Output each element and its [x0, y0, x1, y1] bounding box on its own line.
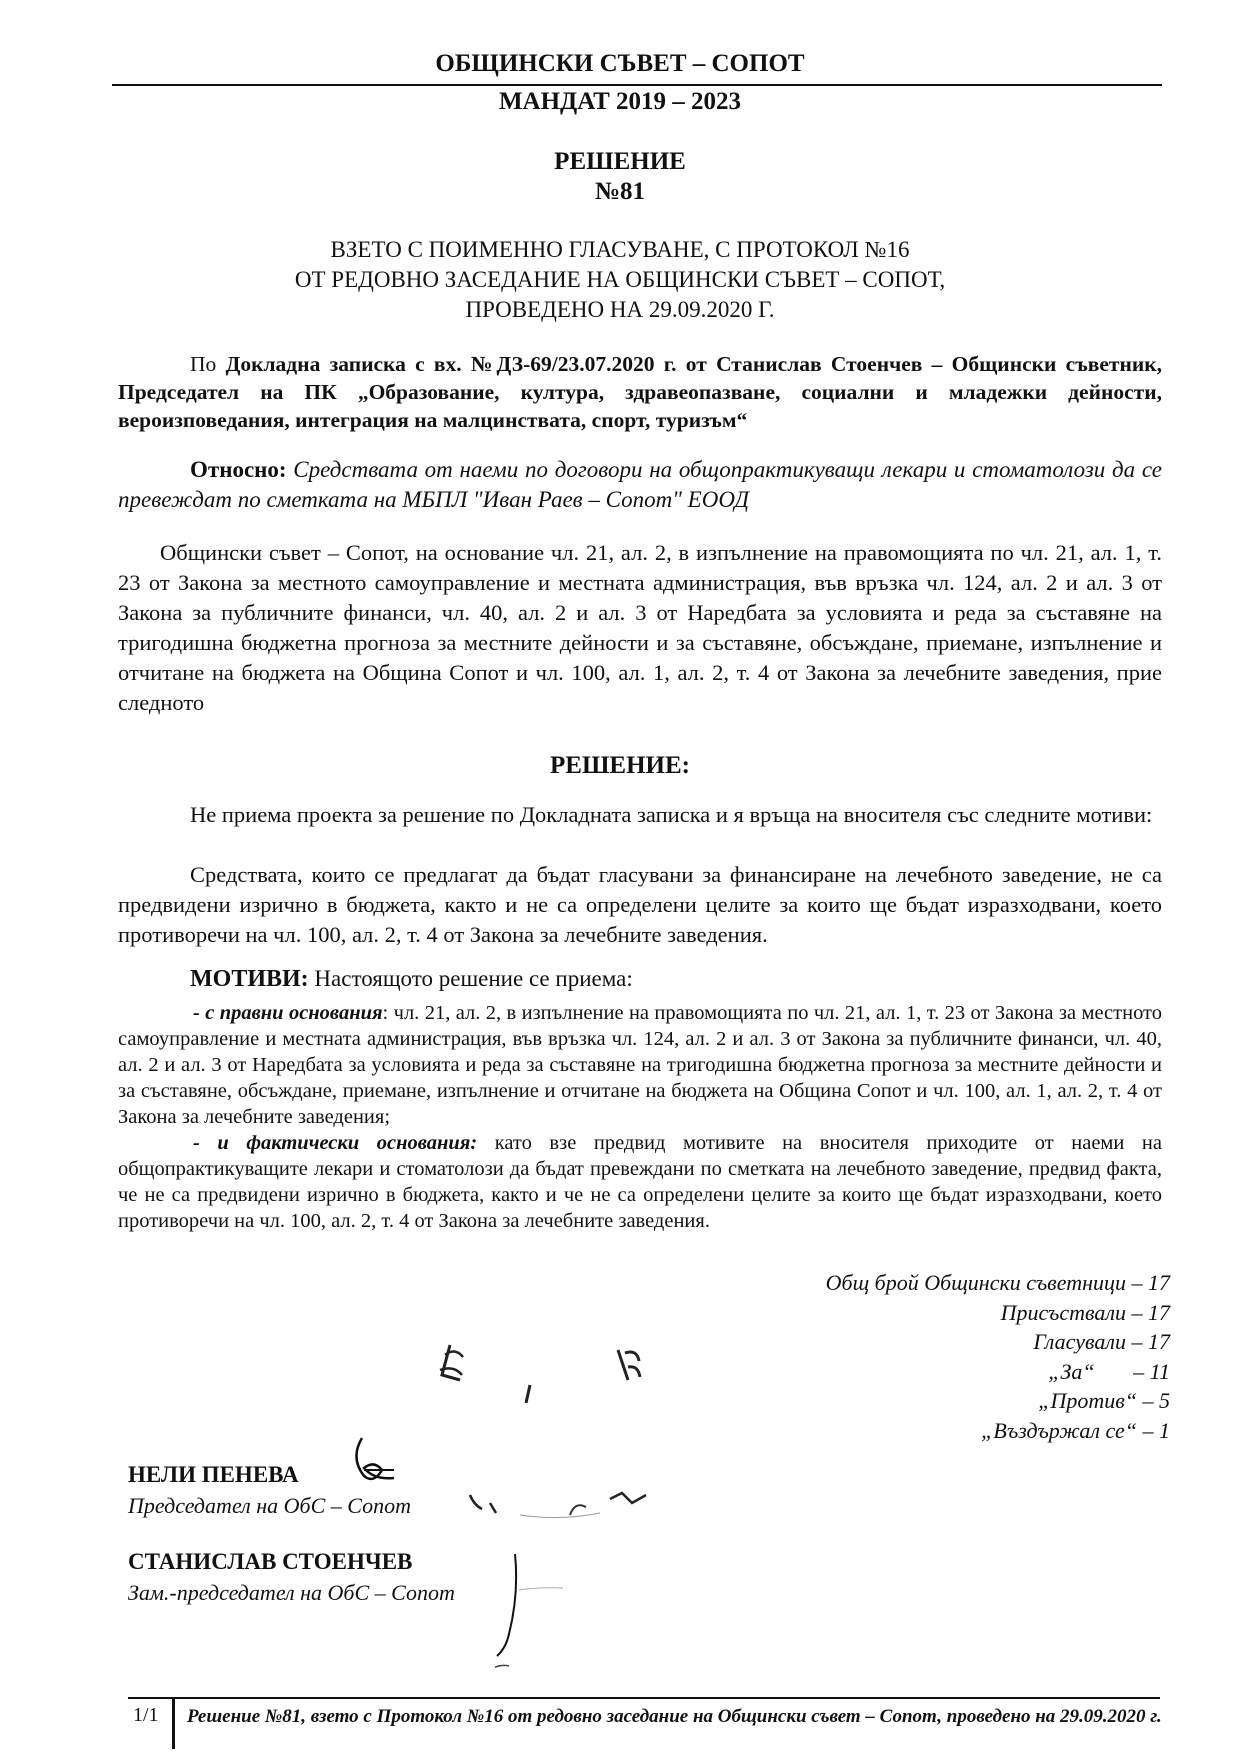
- basis-paragraph: Общински съвет – Сопот, на основание чл. 21, ал. 2, в изпълнение на правомощията по чл. 21, ал. 1, т. 23 от Закона за местното самоуправление и местната администрация, във връзка чл. 124, ал. 2 и ал. 3 от Закона за публичните финанси, чл. 40, ал. 2 и ал. 3 от Наредбата за условията и реда за съставяне на тригодишна бюджетна прогноза за местните дейности и за съставяне, обсъждане, приемане, изпълнение и отчитане на бюджета на Община Сопот и чл. 100, ал. 1, ал. 2, т. 4 от Закона за лечебните заведения, прие следното: [118, 540, 1162, 715]
- motives-factual-label: - и фактически основания:: [193, 1132, 478, 1154]
- adoption-line: ВЗЕТО С ПОИМЕННО ГЛАСУВАНЕ, С ПРОТОКОЛ №16: [330, 237, 910, 262]
- vote-results: [700, 1268, 1170, 1445]
- footer-page-number: 1/1: [133, 1704, 159, 1726]
- subject-label: Относно:: [190, 457, 287, 482]
- vote-line: Присъствали – 17: [1000, 1299, 1170, 1325]
- footer-text: Решение №81, взето с Протокол №16 от редовно заседание на Общински съвет – Сопот, проведено на 29.09.2020 г.: [187, 1706, 1162, 1727]
- signatory-name: НЕЛИ ПЕНЕВА: [128, 1462, 299, 1487]
- vote-line: Гласували – 17: [1033, 1329, 1170, 1354]
- adoption-line: ОТ РЕДОВНО ЗАСЕДАНИЕ НА ОБЩИНСКИ СЪВЕТ – СОПОТ,: [294, 267, 946, 292]
- motives-factual: [118, 1130, 1162, 1234]
- motives-factual-text: като взе предвид мотивите на вносителя приходите от наеми на общопрактикуващите лекари и стоматолози да бъдат превеждани по сметката на лечебното заведение, предвид факта, че не са предвидени изрично в бюджета, както и че не са определени целите за които ще бъдат изразходвани, което противоречи на чл. 100, ал. 2, т. 4 от Закона за лечебните заведения.: [118, 1132, 1162, 1232]
- vote-line: „За“ – 11: [1048, 1358, 1170, 1384]
- report-prefix: По: [190, 352, 226, 376]
- subject-text: Средствата от наеми по договори на общопрактикуващи лекари и стоматолози да се превеждат по сметката на МБПЛ "Иван Раев – Сопот" ЕООД: [118, 457, 1162, 512]
- resolution-paragraph-2: Средствата, които се предлагат да бъдат гласувани за финансиране на лечебното заведение, не са предвидени изрично в бюджета, както и не са определени целите за които ще бъдат изразходвани, което противоречи на чл. 100, ал. 2, т. 4 от Закона за лечебните заведения.: [118, 862, 1162, 947]
- stamp-marks: [420, 1325, 710, 1525]
- motives-legal-label: - с правни основания: [193, 1002, 383, 1024]
- vote-line: „Против“ – 5: [1038, 1388, 1170, 1413]
- signature-2: [495, 1550, 575, 1670]
- signature-1: [342, 1430, 422, 1500]
- signatory-role: Председател на ОбС – Сопот: [128, 1493, 412, 1518]
- motives-heading: [190, 966, 633, 993]
- mandate: МАНДАТ 2019 – 2023: [498, 88, 742, 115]
- signatory-role: Зам.-председател на ОбС – Сопот: [128, 1580, 455, 1605]
- report-text: Докладна записка с вх. №ДЗ-69/23.07.2020 г. от Станислав Стоенчев – Общински съветник, Председател на ПК „Образование, култура, здравеопазване, социални и младежки дейности, вероизповедания, интеграция на малцинствата, спорт, туризъм“: [118, 352, 1163, 432]
- motives-label: МОТИВИ:: [190, 966, 309, 992]
- decision-number: №81: [594, 178, 646, 205]
- footer-divider: [172, 1699, 175, 1749]
- report-paragraph: [118, 350, 1162, 434]
- adoption-line: ПРОВЕДЕНО НА 29.09.2020 Г.: [465, 297, 775, 322]
- header-rule: [112, 84, 1162, 86]
- vote-line: „Въздържал се“ – 1: [981, 1417, 1170, 1443]
- council-name: ОБЩИНСКИ СЪВЕТ – СОПОТ: [435, 50, 805, 77]
- resolution-title: РЕШЕНИЕ:: [550, 752, 690, 779]
- motives-intro: Настоящото решение се приема:: [314, 966, 633, 991]
- footer-rule: [128, 1697, 1160, 1699]
- decision-title: РЕШЕНИЕ: [554, 148, 686, 175]
- signatory-name: СТАНИСЛАВ СТОЕНЧЕВ: [128, 1549, 413, 1574]
- subject-paragraph: [118, 455, 1162, 515]
- motives-legal-text: : чл. 21, ал. 2, в изпълнение на правомощията по чл. 21, ал. 1, т. 23 от Закона за местното самоуправление и местната администрация, във връзка чл. 124, ал. 2 и ал. 3 от Закона за публичните финанси, чл. 40, ал. 2 и ал. 3 от Наредбата за условията и реда за съставяне на тригодишна бюджетна прогноза за местните дейности и за съставяне, обсъждане, приемане, изпълнение и отчитане на бюджета на Община Сопот и чл. 100, ал. 1, ал. 2, т. 4 от Закона за лечебните заведения;: [118, 1002, 1162, 1128]
- adoption-statement: [0, 235, 1240, 325]
- motives-legal: [118, 1000, 1162, 1130]
- vote-line: Общ брой Общински съветници – 17: [825, 1270, 1170, 1295]
- stamp-arc: [460, 1485, 670, 1535]
- resolution-paragraph-1: Не приема проекта за решение по Докладната записка и я връща на вносителя със следните мотиви:: [190, 802, 1153, 827]
